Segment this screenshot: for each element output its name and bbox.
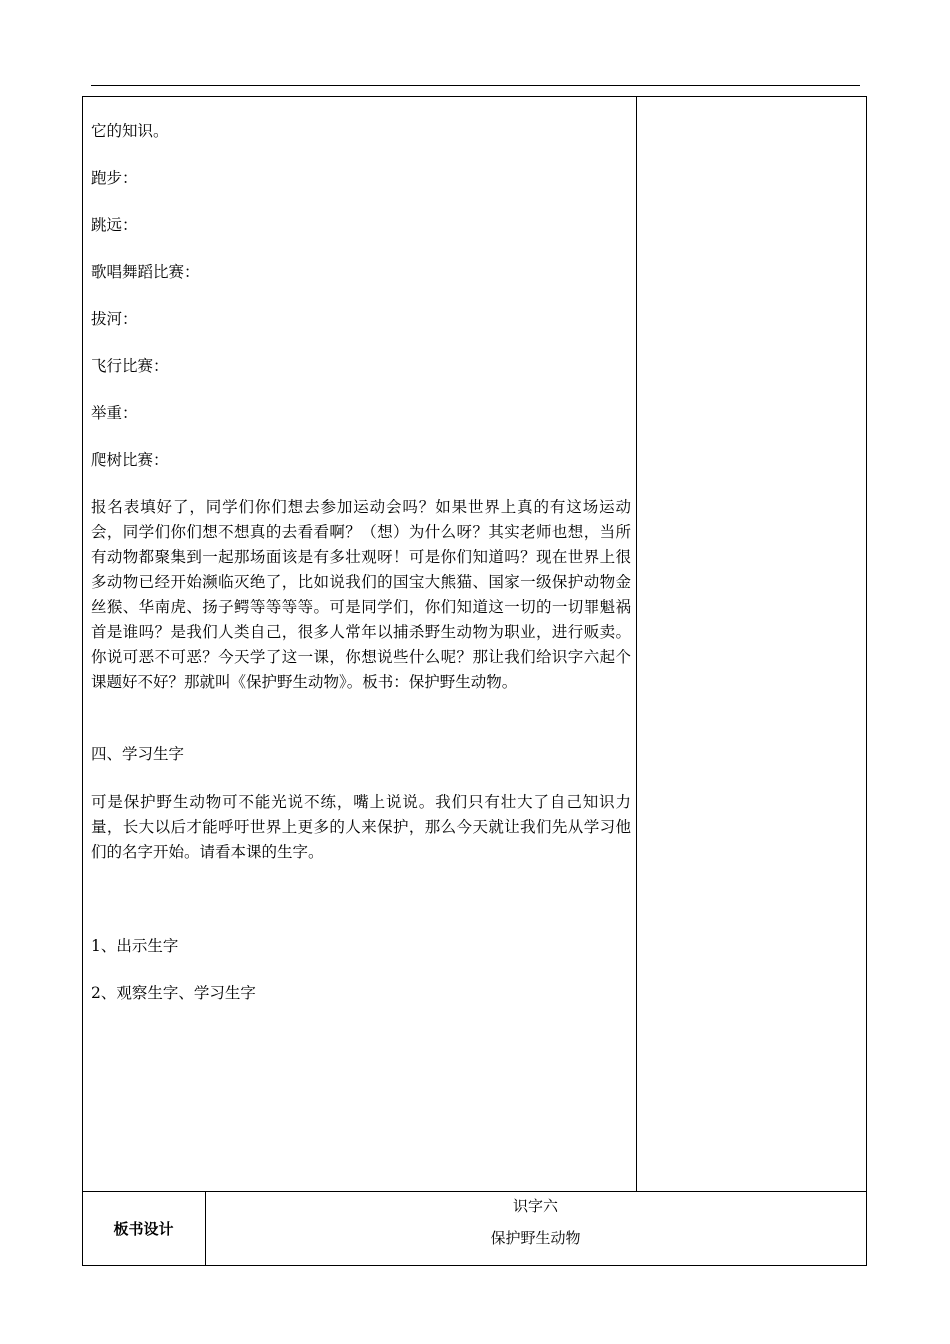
board-design-subtitle: 保护野生动物 bbox=[490, 1229, 581, 1247]
text-line: 拔河： bbox=[91, 310, 138, 328]
text-line: 歌唱舞蹈比赛： bbox=[91, 263, 200, 281]
text-line: 飞行比赛： bbox=[91, 357, 169, 375]
step-item: 2、观察生字、学习生字 bbox=[91, 984, 256, 1002]
text-line: 跑步： bbox=[91, 169, 138, 187]
table-row-divider bbox=[82, 1191, 867, 1192]
table-border-bottom bbox=[82, 1265, 867, 1266]
table-border-top bbox=[82, 96, 867, 97]
paragraph-protection: 可是保护野生动物可不能光说不练，嘴上说说。我们只有壮大了自己知识力量，长大以后才能呼吁世界上更多的人来保护，那么今天就让我们先从学习他们的名字开始。请看本课的生字。 bbox=[91, 793, 631, 861]
table-border-right bbox=[866, 96, 867, 1266]
text-line: 跳远： bbox=[91, 216, 138, 234]
board-design-title: 识字六 bbox=[512, 1197, 558, 1215]
text-line: 它的知识。 bbox=[91, 122, 169, 140]
board-design-label: 板书设计 bbox=[113, 1220, 174, 1238]
step-item: 1、出示生字 bbox=[91, 937, 179, 955]
page-header-rule bbox=[91, 85, 860, 86]
notes-column-divider bbox=[636, 96, 637, 1192]
paragraph-registration: 报名表填好了，同学们你们想去参加运动会吗？如果世界上真的有这场运动会，同学们你们想不想真的去看看啊？（想）为什么呀？其实老师也想，当所有动物都聚集到一起那场面该是有多壮观呀！可是你们知道吗？现在世界上很多动物已经开始濒临灭绝了，比如说我们的国宝大熊猫、国家一级保护动物金丝猴、华南虎、扬子鳄等等等等。可是同学们，你们知道这一切的一切罪魁祸首是谁吗？是我们人类自己，很多人常年以捕杀野生动物为职业，进行贩卖。你说可恶不可恶？今天学了这一课，你想说些什么呢？那让我们给识字六起个课题好不好？那就叫《保护野生动物》。板书：保护野生动物。 bbox=[91, 498, 631, 691]
table-border-left bbox=[82, 96, 83, 1266]
section-heading: 四、学习生字 bbox=[91, 745, 185, 763]
text-line: 举重： bbox=[91, 404, 138, 422]
text-line: 爬树比赛： bbox=[91, 451, 169, 469]
board-design-content bbox=[206, 1193, 865, 1264]
